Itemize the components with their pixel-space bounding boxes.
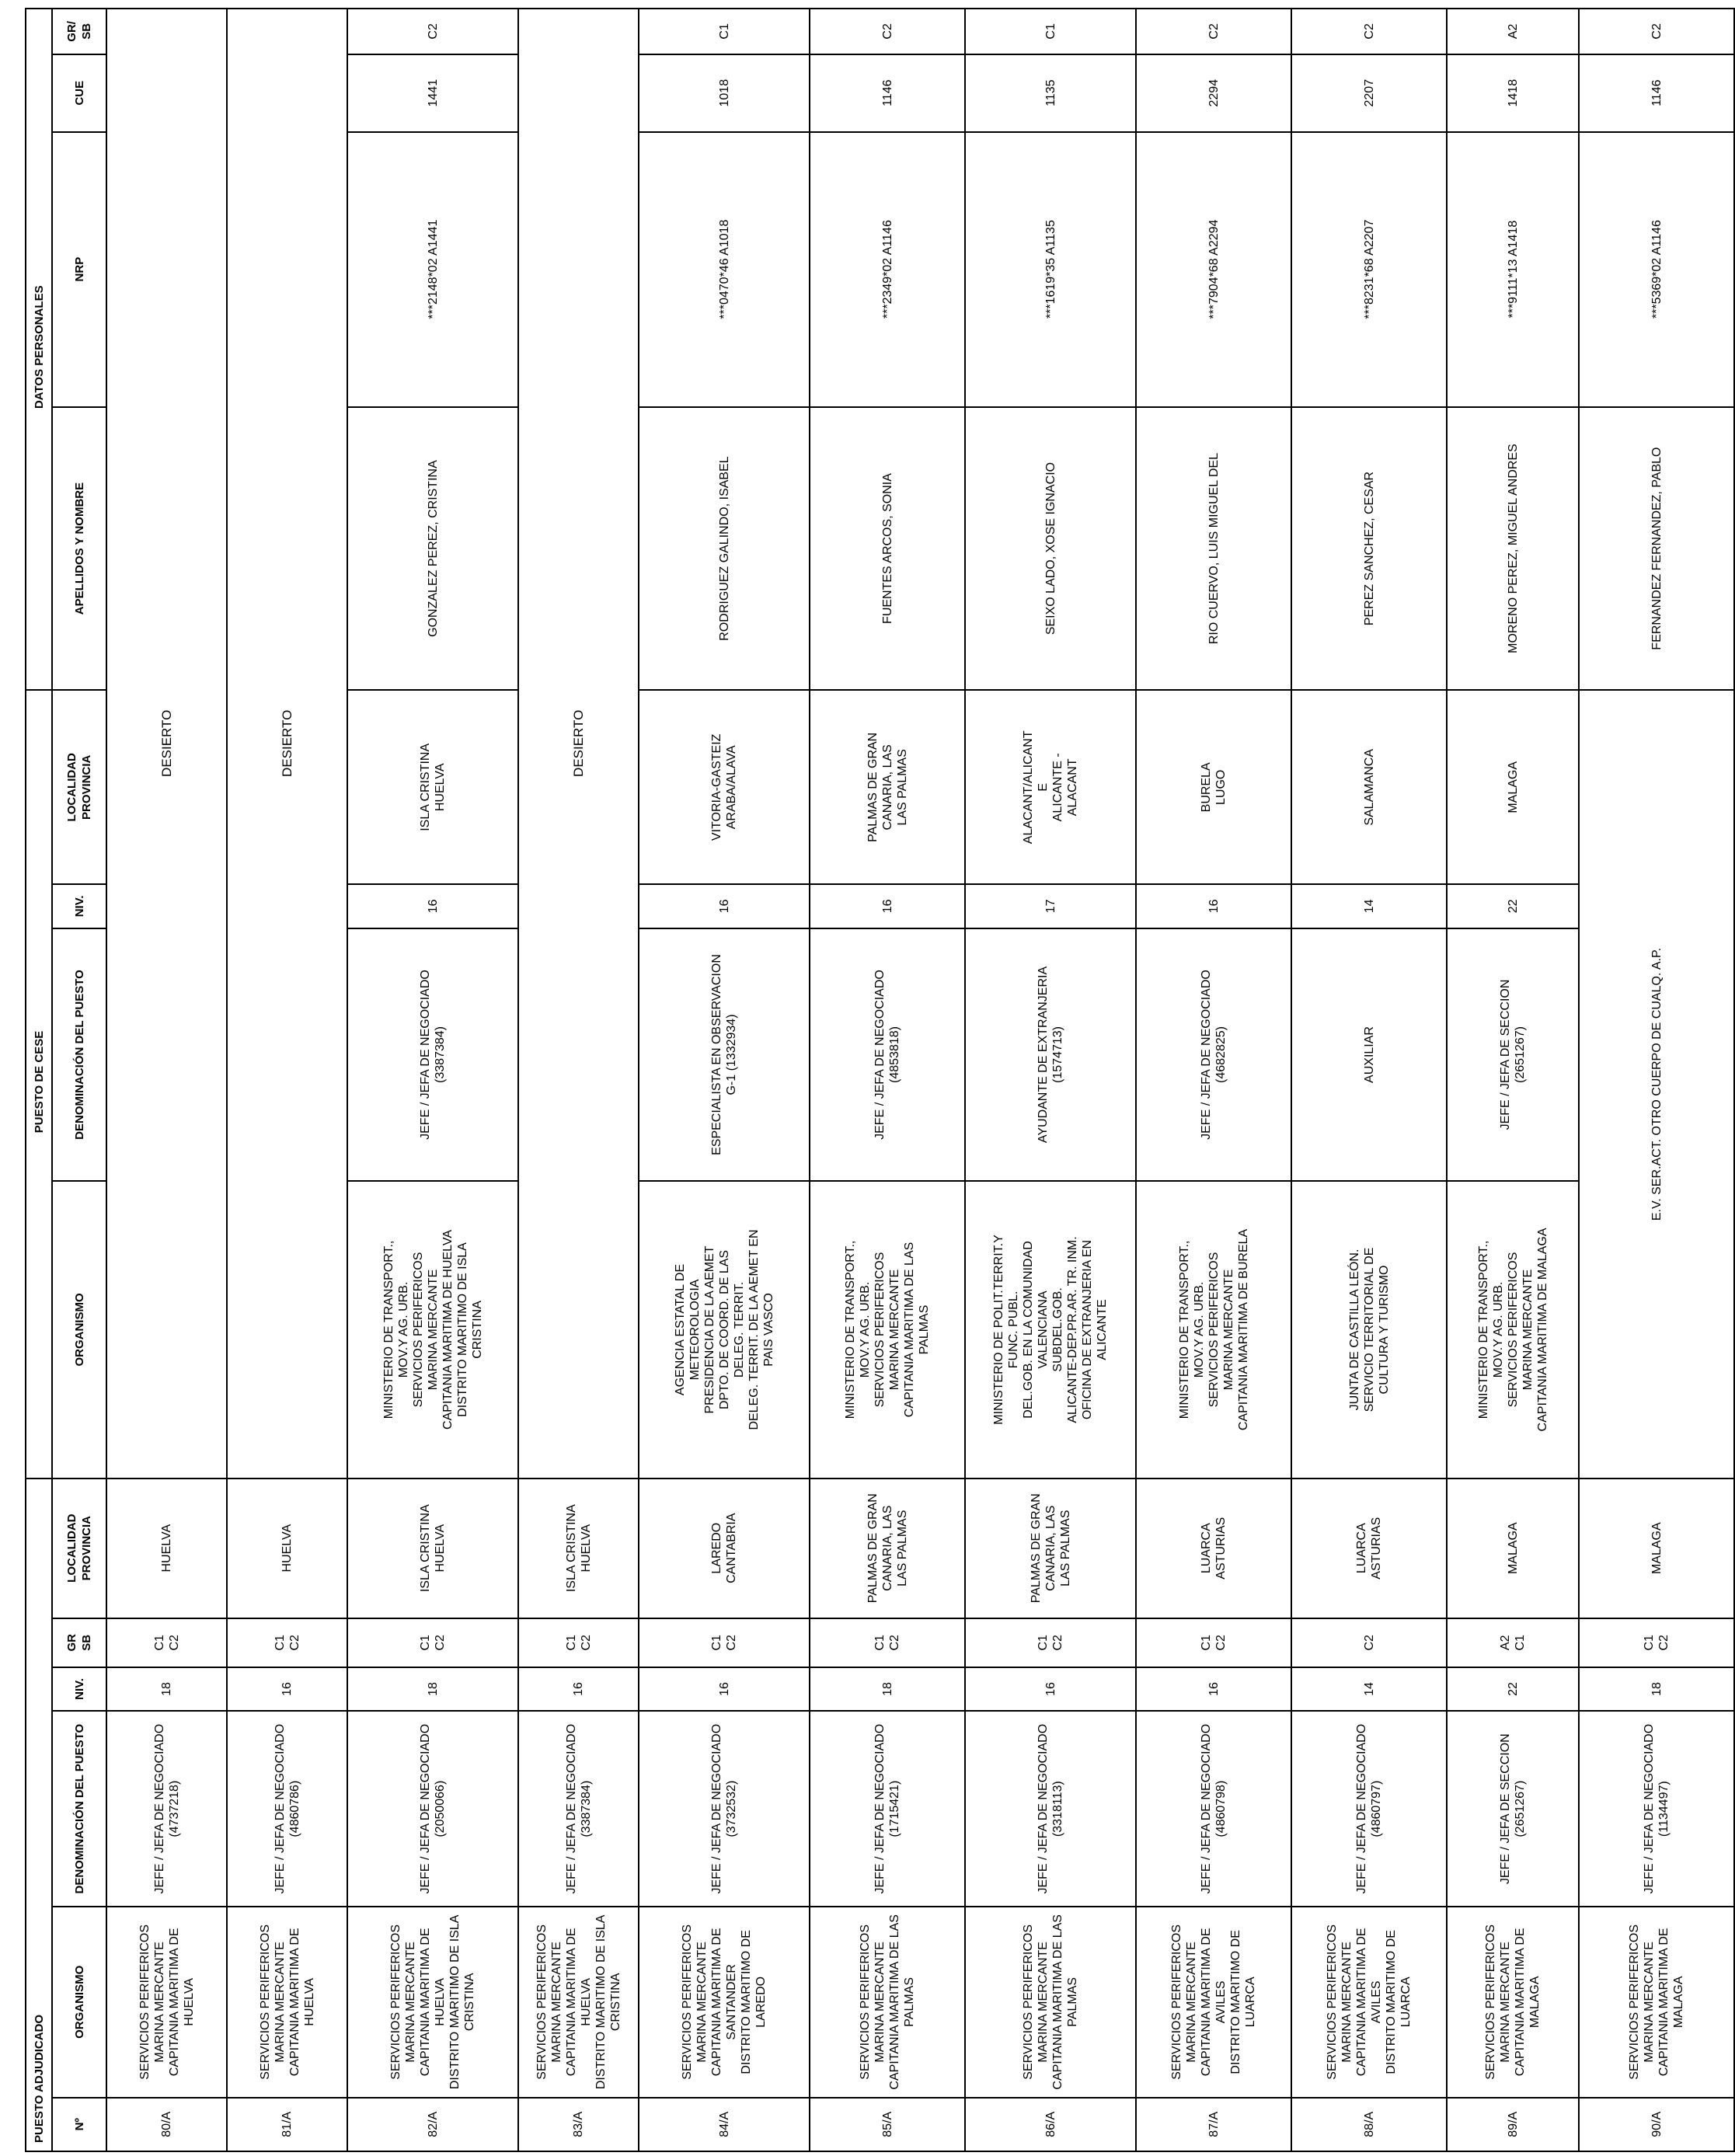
cell-nivel: 16 xyxy=(965,1667,1136,1711)
cell-nivel: 18 xyxy=(1579,1667,1734,1711)
header-niv: NIV. xyxy=(52,1667,106,1711)
cell-nivel: 22 xyxy=(1447,1667,1579,1711)
cell-gr-sb: A2 xyxy=(1447,9,1579,54)
table-row xyxy=(227,9,347,2151)
table-row xyxy=(639,9,810,2151)
header-gr-sb: GR/ SB xyxy=(52,9,106,54)
table-row xyxy=(1291,9,1447,2151)
cell-nivel: 16 xyxy=(227,1667,347,1711)
cell-organismo: SERVICIOS PERIFERICOS MARINA MERCANTE CAPITANIA MARITIMA DE HUELVA xyxy=(106,1907,227,2097)
cell-denominacion: JEFE / JEFA DE NEGOCIADO (4860798) xyxy=(1136,1711,1291,1907)
cell-nivel: 16 xyxy=(1136,1667,1291,1711)
table-row xyxy=(1447,9,1579,2151)
cell-grupo-subgrupo: C1 C2 xyxy=(347,1618,518,1667)
cell-organismo: SERVICIOS PERIFERICOS MARINA MERCANTE CAPITANIA MARITIMA DE HUELVA DISTRITO MARITIMO DE ISLA CRISTINA xyxy=(518,1907,639,2097)
cell-nrp: ***1619*35 A1135 xyxy=(965,132,1136,407)
cell-organismo: SERVICIOS PERIFERICOS MARINA MERCANTE CAPITANIA MARITIMA DE AVILES DISTRITO MARITIMO DE LUARCA xyxy=(1291,1907,1447,2097)
cell-cese-denominacion: ESPECIALISTA EN OBSERVACION G-1 (1332934) xyxy=(639,928,810,1182)
cell-cese-denominacion: JEFE / JEFA DE NEGOCIADO (3387384) xyxy=(347,928,518,1182)
cell-gr-sb: C2 xyxy=(810,9,965,54)
cell-cese-situacion: E.V. SER.ACT. OTRO CUERPO DE CUALQ. A.P. xyxy=(1579,690,1734,1478)
header-n: Nº xyxy=(52,2098,106,2151)
cell-cese-organismo: MINISTERIO DE TRANSPORT., MOV.Y AG. URB. SERVICIOS PERIFERICOS MARINA MERCANTE CAPITANIA MARITIMA DE HUELVA DISTRITO MARITIMO DE ISLA CRISTINA xyxy=(347,1181,518,1478)
cell-cese-localidad: VITORIA-GASTEIZ ARABA/ALAVA xyxy=(639,690,810,884)
cell-cue: 1146 xyxy=(810,54,965,132)
table-row xyxy=(810,9,965,2151)
cell-grupo-subgrupo: C1 C2 xyxy=(965,1618,1136,1667)
cell-organismo: SERVICIOS PERIFERICOS MARINA MERCANTE CAPITANIA MARITIMA DE LAS PALMAS xyxy=(810,1907,965,2097)
cell-cese-localidad: MALAGA xyxy=(1447,690,1579,884)
cell-grupo-subgrupo: C2 xyxy=(1291,1618,1447,1667)
cell-grupo-subgrupo: C1 C2 xyxy=(518,1618,639,1667)
cell-cese-organismo: MINISTERIO DE TRANSPORT., MOV.Y AG. URB. SERVICIOS PERIFERICOS MARINA MERCANTE CAPITANIA MARITIMA DE MALAGA xyxy=(1447,1181,1579,1478)
adjudication-table xyxy=(25,8,1735,2152)
header-cese-denominacion: DENOMINACIÓN DEL PUESTO xyxy=(52,928,106,1182)
cell-localidad: PALMAS DE GRAN CANARIA, LAS LAS PALMAS xyxy=(965,1479,1136,1618)
cell-organismo: SERVICIOS PERIFERICOS MARINA MERCANTE CAPITANIA MARITIMA DE SANTANDER DISTRITO MARITIMO DE LAREDO xyxy=(639,1907,810,2097)
cell-denominacion: JEFE / JEFA DE NEGOCIADO (3387384) xyxy=(518,1711,639,1907)
cell-cese-localidad: ISLA CRISTINA HUELVA xyxy=(347,690,518,884)
group-puesto-adjudicado: PUESTO ADJUDICADO xyxy=(26,1479,52,2151)
table-row xyxy=(965,9,1136,2151)
cell-localidad: LUARCA ASTURIAS xyxy=(1136,1479,1291,1618)
cell-localidad: ISLA CRISTINA HUELVA xyxy=(518,1479,639,1618)
cell-apellidos-nombre: RIO CUERVO, LUIS MIGUEL DEL xyxy=(1136,407,1291,691)
cell-denominacion: JEFE / JEFA DE NEGOCIADO (3318113) xyxy=(965,1711,1136,1907)
cell-nivel: 14 xyxy=(1291,1667,1447,1711)
cell-denominacion: JEFE / JEFA DE NEGOCIADO (4860786) xyxy=(227,1711,347,1907)
table-row xyxy=(106,9,227,2151)
cell-denominacion: JEFE / JEFA DE NEGOCIADO (1715421) xyxy=(810,1711,965,1907)
cell-nrp: ***2148*02 A1441 xyxy=(347,132,518,407)
cell-nivel: 18 xyxy=(347,1667,518,1711)
cell-apellidos-nombre: RODRIGUEZ GALINDO, ISABEL xyxy=(639,407,810,691)
cell-organismo: SERVICIOS PERIFERICOS MARINA MERCANTE CAPITANIA MARITIMA DE LAS PALMAS xyxy=(965,1907,1136,2097)
table-row xyxy=(1579,9,1734,2151)
cell-grupo-subgrupo: C1 C2 xyxy=(1136,1618,1291,1667)
column-header-row xyxy=(52,9,106,2151)
cell-nrp: ***2349*02 A1146 xyxy=(810,132,965,407)
cell-localidad: MALAGA xyxy=(1447,1479,1579,1618)
cell-cue: 1135 xyxy=(965,54,1136,132)
cell-localidad: MALAGA xyxy=(1579,1479,1734,1618)
cell-denominacion: JEFE / JEFA DE NEGOCIADO (2050066) xyxy=(347,1711,518,1907)
cell-cue: 2294 xyxy=(1136,54,1291,132)
cell-cese-localidad: PALMAS DE GRAN CANARIA, LAS LAS PALMAS xyxy=(810,690,965,884)
cell-nrp: ***7904*68 A2294 xyxy=(1136,132,1291,407)
cell-apellidos-nombre: PEREZ SANCHEZ, CESAR xyxy=(1291,407,1447,691)
cell-cese-organismo: MINISTERIO DE POLIT.TERRIT.Y FUNC. PUBL. DEL.GOB. EN LA COMUNIDAD VALENCIANA SUBDEL.GOB. ALICANTE-DEP.PR.AR. TR. INM. OFICINA DE EXTRANJERIA EN ALICANTE xyxy=(965,1181,1136,1478)
cell-localidad: HUELVA xyxy=(106,1479,227,1618)
cell-cese-denominacion: JEFE / JEFA DE NEGOCIADO (4853818) xyxy=(810,928,965,1182)
cell-denominacion: JEFE / JEFA DE NEGOCIADO (1134497) xyxy=(1579,1711,1734,1907)
header-nrp: NRP xyxy=(52,132,106,407)
group-datos-personales: DATOS PERSONALES xyxy=(26,9,52,690)
cell-gr-sb: C1 xyxy=(639,9,810,54)
cell-cue: 1146 xyxy=(1579,54,1734,132)
cell-numero: 89/A xyxy=(1447,2098,1579,2151)
cell-denominacion: JEFE / JEFA DE NEGOCIADO (4860797) xyxy=(1291,1711,1447,1907)
cell-localidad: PALMAS DE GRAN CANARIA, LAS LAS PALMAS xyxy=(810,1479,965,1618)
cell-cese-localidad: ALACANT/ALICANT E ALICANTE - ALACANT xyxy=(965,690,1136,884)
cell-cese-organismo: AGENCIA ESTATAL DE METEOROLOGIA PRESIDENCIA DE LA AEMET DPTO. DE COORD. DE LAS DELEG. TERRIT. DELEG. TERRIT. DE LA AEMET EN PAIS VASCO xyxy=(639,1181,810,1478)
cell-nrp: ***0470*46 A1018 xyxy=(639,132,810,407)
cell-apellidos-nombre: SEIXO LADO, XOSE IGNACIO xyxy=(965,407,1136,691)
cell-desierto: DESIERTO xyxy=(227,9,347,1479)
cell-cue: 2207 xyxy=(1291,54,1447,132)
cell-localidad: LUARCA ASTURIAS xyxy=(1291,1479,1447,1618)
cell-grupo-subgrupo: C1 C2 xyxy=(639,1618,810,1667)
header-cese-localidad: LOCALIDAD PROVINCIA xyxy=(52,690,106,884)
header-apellidos: APELLIDOS Y NOMBRE xyxy=(52,407,106,691)
cell-nrp: ***5369*02 A1146 xyxy=(1579,132,1734,407)
cell-nivel: 18 xyxy=(106,1667,227,1711)
cell-grupo-subgrupo: C1 C2 xyxy=(227,1618,347,1667)
cell-numero: 85/A xyxy=(810,2098,965,2151)
cell-cese-denominacion: AYUDANTE DE EXTRANJERIA (1574713) xyxy=(965,928,1136,1182)
cell-cese-organismo: MINISTERIO DE TRANSPORT., MOV.Y AG. URB. SERVICIOS PERIFERICOS MARINA MERCANTE CAPITANIA MARITIMA DE LAS PALMAS xyxy=(810,1181,965,1478)
cell-numero: 90/A xyxy=(1579,2098,1734,2151)
header-cese-organismo: ORGANISMO xyxy=(52,1181,106,1478)
cell-numero: 86/A xyxy=(965,2098,1136,2151)
cell-numero: 87/A xyxy=(1136,2098,1291,2151)
cell-nrp: ***9111*13 A1418 xyxy=(1447,132,1579,407)
cell-numero: 80/A xyxy=(106,2098,227,2151)
cell-desierto: DESIERTO xyxy=(106,9,227,1479)
cell-cese-nivel: 16 xyxy=(1136,884,1291,928)
cell-organismo: SERVICIOS PERIFERICOS MARINA MERCANTE CAPITANIA MARITIMA DE HUELVA xyxy=(227,1907,347,2097)
cell-cese-organismo: MINISTERIO DE TRANSPORT., MOV.Y AG. URB. SERVICIOS PERIFERICOS MARINA MERCANTE CAPITANIA MARITIMA DE BURELA xyxy=(1136,1181,1291,1478)
cell-gr-sb: C2 xyxy=(1579,9,1734,54)
table-body xyxy=(106,9,1734,2151)
cell-nivel: 16 xyxy=(639,1667,810,1711)
cell-nrp: ***8231*68 A2207 xyxy=(1291,132,1447,407)
cell-numero: 83/A xyxy=(518,2098,639,2151)
cell-cese-nivel: 17 xyxy=(965,884,1136,928)
table-row xyxy=(1136,9,1291,2151)
cell-nivel: 16 xyxy=(518,1667,639,1711)
cell-cue: 1418 xyxy=(1447,54,1579,132)
cell-localidad: ISLA CRISTINA HUELVA xyxy=(347,1479,518,1618)
header-cese-niv: NIV. xyxy=(52,884,106,928)
cell-cese-nivel: 22 xyxy=(1447,884,1579,928)
header-grsb: GR SB xyxy=(52,1618,106,1667)
cell-gr-sb: C2 xyxy=(347,9,518,54)
cell-cese-denominacion: AUXILIAR xyxy=(1291,928,1447,1182)
cell-numero: 81/A xyxy=(227,2098,347,2151)
cell-numero: 88/A xyxy=(1291,2098,1447,2151)
cell-denominacion: JEFE / JEFA DE SECCION (2651267) xyxy=(1447,1711,1579,1907)
cell-cue: 1018 xyxy=(639,54,810,132)
cell-apellidos-nombre: MORENO PEREZ, MIGUEL ANDRES xyxy=(1447,407,1579,691)
cell-localidad: HUELVA xyxy=(227,1479,347,1618)
cell-grupo-subgrupo: C1 C2 xyxy=(1579,1618,1734,1667)
group-header-row xyxy=(26,9,52,2151)
cell-organismo: SERVICIOS PERIFERICOS MARINA MERCANTE CAPITANIA MARITIMA DE AVILES DISTRITO MARITIMO DE LUARCA xyxy=(1136,1907,1291,2097)
cell-cese-organismo: JUNTA DE CASTILLA LEÓN. SERVICIO TERRITORIAL DE CULTURA Y TURISMO xyxy=(1291,1181,1447,1478)
table-row xyxy=(347,9,518,2151)
cell-desierto: DESIERTO xyxy=(518,9,639,1479)
cell-gr-sb: C2 xyxy=(1291,9,1447,54)
cell-cese-nivel: 14 xyxy=(1291,884,1447,928)
cell-apellidos-nombre: FERNANDEZ FERNANDEZ, PABLO xyxy=(1579,407,1734,691)
cell-nivel: 18 xyxy=(810,1667,965,1711)
group-puesto-cese: PUESTO DE CESE xyxy=(26,690,52,1478)
cell-cue: 1441 xyxy=(347,54,518,132)
cell-denominacion: JEFE / JEFA DE NEGOCIADO (3732532) xyxy=(639,1711,810,1907)
header-denominacion: DENOMINACIÓN DEL PUESTO xyxy=(52,1711,106,1907)
cell-grupo-subgrupo: C1 C2 xyxy=(810,1618,965,1667)
cell-organismo: SERVICIOS PERIFERICOS MARINA MERCANTE CAPITANIA MARITIMA DE MALAGA xyxy=(1579,1907,1734,2097)
cell-grupo-subgrupo: A2 C1 xyxy=(1447,1618,1579,1667)
cell-apellidos-nombre: GONZALEZ PEREZ, CRISTINA xyxy=(347,407,518,691)
table-row xyxy=(518,9,639,2151)
cell-localidad: LAREDO CANTABRIA xyxy=(639,1479,810,1618)
cell-cese-nivel: 16 xyxy=(639,884,810,928)
cell-organismo: SERVICIOS PERIFERICOS MARINA MERCANTE CAPITANIA MARITIMA DE HUELVA DISTRITO MARITIMO DE ISLA CRISTINA xyxy=(347,1907,518,2097)
header-localidad: LOCALIDAD PROVINCIA xyxy=(52,1479,106,1618)
header-organismo: ORGANISMO xyxy=(52,1907,106,2097)
cell-gr-sb: C1 xyxy=(965,9,1136,54)
cell-cese-denominacion: JEFE / JEFA DE SECCION (2651267) xyxy=(1447,928,1579,1182)
rotated-document-page xyxy=(25,8,1685,2152)
cell-cese-nivel: 16 xyxy=(347,884,518,928)
cell-apellidos-nombre: FUENTES ARCOS, SONIA xyxy=(810,407,965,691)
cell-cese-localidad: BURELA LUGO xyxy=(1136,690,1291,884)
cell-denominacion: JEFE / JEFA DE NEGOCIADO (4737218) xyxy=(106,1711,227,1907)
cell-gr-sb: C2 xyxy=(1136,9,1291,54)
cell-cese-denominacion: JEFE / JEFA DE NEGOCIADO (4682825) xyxy=(1136,928,1291,1182)
cell-cese-nivel: 16 xyxy=(810,884,965,928)
cell-numero: 82/A xyxy=(347,2098,518,2151)
cell-numero: 84/A xyxy=(639,2098,810,2151)
cell-cese-localidad: SALAMANCA xyxy=(1291,690,1447,884)
header-cue: CUE xyxy=(52,54,106,132)
cell-organismo: SERVICIOS PERIFERICOS MARINA MERCANTE CAPITANIA MARITIMA DE MALAGA xyxy=(1447,1907,1579,2097)
cell-grupo-subgrupo: C1 C2 xyxy=(106,1618,227,1667)
